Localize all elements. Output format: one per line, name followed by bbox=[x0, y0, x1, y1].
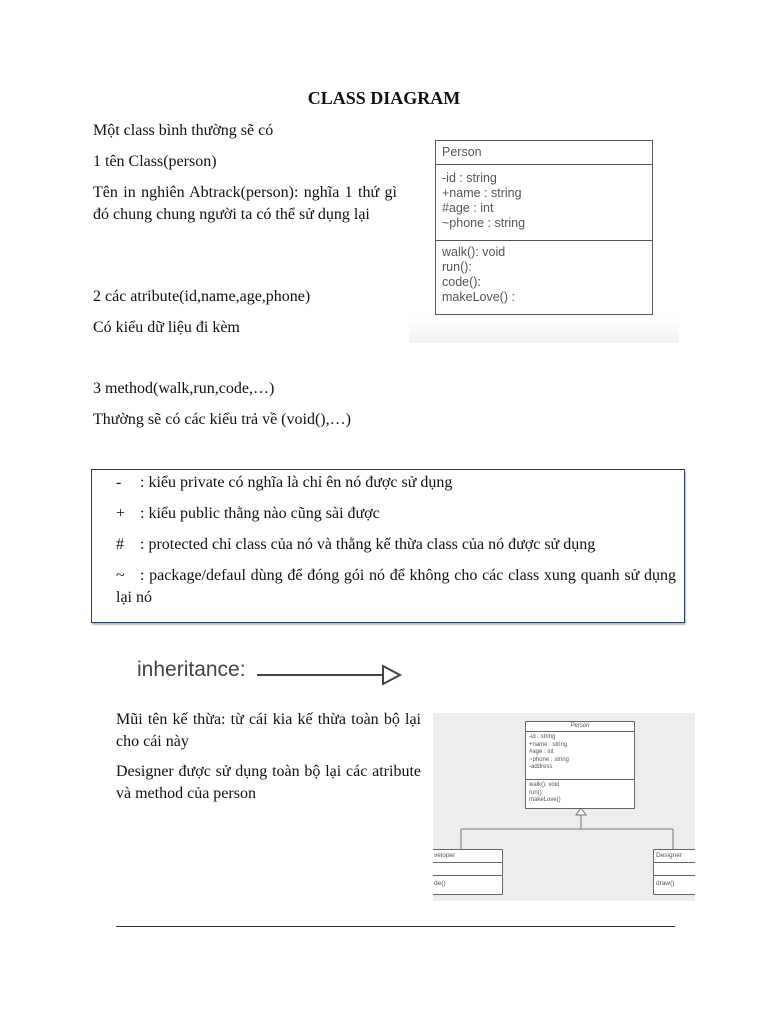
uml-designer-name: Designer bbox=[654, 850, 695, 863]
visibility-legend-box bbox=[91, 469, 685, 623]
uml-bottom-methods bbox=[526, 780, 634, 807]
uml-attribute: +name : string bbox=[442, 186, 522, 200]
page-title: CLASS DIAGRAM bbox=[307, 88, 461, 108]
legend-row-protected bbox=[116, 534, 676, 556]
legend-text: : protected chỉ class của nó và thằng kế thừa class của nó được sử dụng bbox=[140, 536, 596, 553]
uml-method: run(): bbox=[529, 789, 544, 796]
legend-text: : kiểu private có nghĩa là chỉ ên nó được sử dụng bbox=[140, 474, 453, 491]
intro-line-7: Thường sẽ có các kiểu trả về (void(),…) bbox=[93, 411, 351, 428]
intro-line-3: Tên in nghiên Abtrack(person): nghĩa 1 thứ gì đó chung chung người ta có thể sử dụng lại bbox=[93, 184, 397, 223]
uml-developer-attrs bbox=[433, 863, 502, 876]
legend-symbol: - bbox=[116, 474, 122, 491]
uml-method: code(): bbox=[442, 275, 481, 289]
uml-method: walk(): void bbox=[529, 782, 560, 788]
legend-symbol: ~ bbox=[116, 567, 125, 584]
uml-developer-method: de() bbox=[434, 880, 446, 887]
legend-row-private bbox=[116, 472, 676, 494]
inheritance-arrow-icon bbox=[255, 662, 405, 688]
uml-attribute: -id : string bbox=[442, 171, 497, 185]
uml-class-person bbox=[435, 140, 653, 315]
intro-line-4: 2 các atribute(id,name,age,phone) bbox=[93, 288, 311, 305]
uml-method: makeLove() : bbox=[442, 290, 515, 304]
inherit-text-1: Mũi tên kế thừa: từ cái kia kế thừa toàn bộ lại cho cái này bbox=[116, 711, 421, 750]
horizontal-divider bbox=[116, 926, 675, 927]
uml-inheritance-screenshot bbox=[433, 713, 695, 901]
uml-attribute: -id : string bbox=[529, 734, 556, 740]
uml-designer-attrs bbox=[654, 863, 695, 876]
uml-attribute: -address bbox=[529, 764, 553, 770]
uml-attribute: ~phone : string bbox=[529, 756, 569, 763]
legend-symbol: # bbox=[116, 536, 124, 553]
intro-line-5: Có kiểu dữ liệu đi kèm bbox=[93, 319, 240, 336]
uml-attribute: #age : int bbox=[442, 201, 494, 215]
uml-method: walk(): void bbox=[442, 245, 506, 259]
legend-text: : kiểu public thằng nào cũng sài được bbox=[140, 505, 380, 522]
uml-methods bbox=[436, 241, 652, 308]
uml-bottom-attributes bbox=[526, 732, 634, 780]
uml-attribute: #age : int bbox=[529, 749, 554, 755]
inherit-text-2: Designer được sử dụng toàn bộ lại các atribute và method của person bbox=[116, 763, 421, 802]
uml-attributes bbox=[436, 165, 652, 241]
intro-line-1: Một class bình thường sẽ có bbox=[93, 122, 274, 139]
legend-row-public bbox=[116, 503, 676, 525]
uml-bottom-class-name: Person bbox=[526, 722, 634, 732]
legend-row-package bbox=[116, 565, 676, 609]
legend-symbol: + bbox=[116, 505, 126, 522]
uml-method: run(): bbox=[442, 260, 472, 274]
uml-designer-box bbox=[653, 849, 695, 895]
legend-text: : package/defaul dùng để đóng gói nó để không cho các class xung quanh sử dụng lại nó bbox=[116, 567, 676, 606]
intro-line-6: 3 method(walk,run,code,…) bbox=[93, 380, 275, 397]
uml-class-name: Person bbox=[436, 141, 652, 165]
inheritance-label: inheritance: bbox=[137, 658, 246, 681]
uml-attribute: ~phone : string bbox=[442, 216, 526, 230]
intro-line-2: 1 tên Class(person) bbox=[93, 153, 217, 170]
uml-developer-box bbox=[433, 849, 503, 895]
uml-method: makeLove() bbox=[529, 797, 561, 803]
uml-developer-name: veloper bbox=[433, 850, 502, 863]
uml-bottom-person-box bbox=[525, 721, 635, 809]
uml-attribute: +name : string bbox=[529, 741, 568, 748]
uml-designer-method: draw() bbox=[656, 880, 675, 887]
